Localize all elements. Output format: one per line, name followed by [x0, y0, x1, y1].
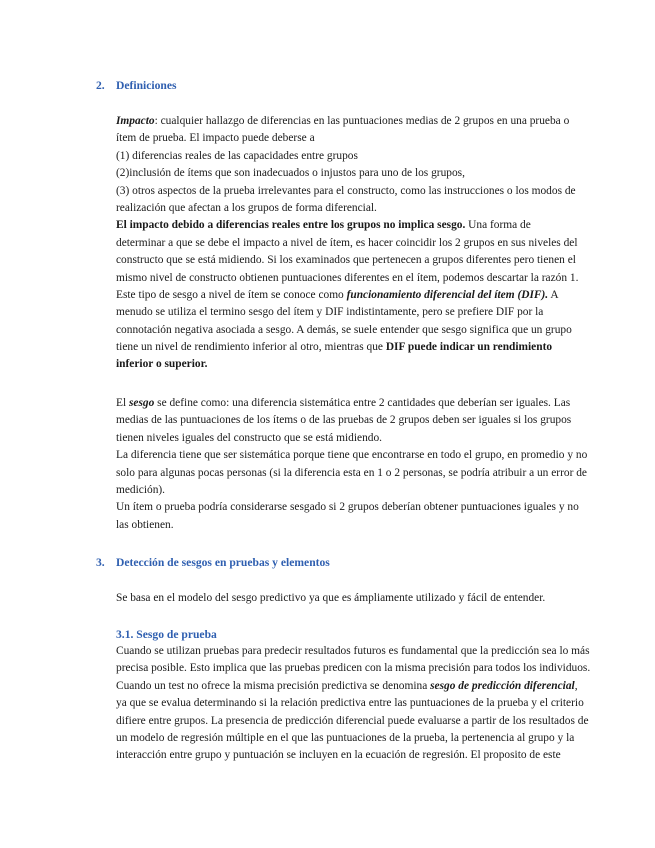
term-sesgo: sesgo [128, 397, 155, 409]
impacto-paragraph [116, 113, 586, 374]
text-line: (1) diferencias reales de las capacidades entre grupos [116, 149, 358, 162]
text-span: tiene un nivel de rendimiento inferior al otro, mientras que [116, 341, 386, 354]
text-line: mismo nivel de constructo obtienen puntuaciones diferentes en el ítem, podemos descartar la razón 1. [116, 271, 579, 284]
text-line: Se basa en el modelo del sesgo predictivo ya que es ámpliamente utilizado y fácil de entender. [116, 592, 546, 604]
sesgo-paragraph [116, 395, 586, 534]
text-line: determinar a que se debe el impacto a nivel de ítem, es hacer coincidir los 2 grupos en sus niveles del [116, 236, 578, 249]
section-3-heading [96, 554, 330, 571]
subsection-3-1-heading: 3.1. Sesgo de prueba [116, 628, 217, 641]
text-line [116, 113, 586, 130]
text-line: (2)inclusión de ítems que son inadecuados o injustos para uno de los grupos, [116, 167, 465, 180]
bold-statement: inferior o superior. [116, 358, 208, 371]
text-line: menudo se utiliza el termino sesgo del ítem y DIF indistintamente, pero se prefiere DIF por la [116, 306, 544, 319]
text-span: , [574, 679, 578, 692]
text-line: realización que afectan a los grupos de forma diferencial. [116, 201, 377, 214]
text-line: connotación negativa asociada a sesgo. A demás, se suele entender que sesgo significa que un grupo [116, 323, 572, 336]
text-line: Cuando se utilizan pruebas para predecir resultados futuros es fundamental que la predicción sea lo más [116, 645, 590, 657]
text-span: se define como: una diferencia sistemática entre 2 cantidades que deberían ser iguales. Las [154, 397, 571, 409]
section-2-title: Definiciones [116, 79, 177, 92]
text-line: Un ítem o prueba podría considerarse sesgado si 2 grupos deberían obtener puntuaciones iguales y no [116, 501, 579, 514]
section-3-number: 3. [96, 556, 105, 569]
text-line: interacción entre grupo y puntuación se incluyen en la ecuación de regresión. El proposito de este [116, 749, 561, 762]
text-span: : cualquier hallazgo de diferencias en las puntuaciones medias de 2 grupos en una prueba o [154, 115, 570, 127]
text-span: Este tipo de sesgo a nivel de ítem se conoce como [116, 288, 347, 301]
section-2-number: 2. [96, 79, 105, 92]
text-span: Cuando un test no ofrece la misma precisión predictiva se denomina [116, 679, 431, 692]
text-span: El [116, 397, 129, 409]
text-line: tienen niveles iguales del constructo que se está midiendo. [116, 431, 383, 444]
text-line: un modelo de regresión múltiple en el que las puntuaciones de la prueba, la pertenencia al grupo y la [116, 731, 575, 744]
text-line: difiere entre grupos. La presencia de predicción diferencial puede evaluarse a partir de los resultados de [116, 714, 589, 727]
bold-statement: DIF puede indicar un rendimiento [385, 341, 553, 354]
text-line: constructo que se está midiendo. Si los examinados que pertenecen a grupos diferentes pero tienen el [116, 254, 576, 267]
text-line: medias de las puntuaciones de los ítems o de las pruebas de 2 grupos deben ser iguales si los grupos [116, 414, 572, 427]
bold-statement: El impacto debido a diferencias reales entre los grupos no implica sesgo. [116, 219, 466, 232]
text-line [116, 356, 586, 373]
section-3-title: Detección de sesgos en pruebas y elementos [116, 556, 330, 569]
text-line [116, 339, 586, 356]
term-dif: funcionamiento diferencial del ítem (DIF). [346, 288, 549, 301]
term-sesgo-prediccion: sesgo de predicción diferencial [430, 679, 575, 692]
text-line [116, 395, 586, 412]
text-line: las obtienen. [116, 518, 174, 531]
term-impacto: Impacto [116, 115, 155, 127]
text-line [116, 678, 586, 695]
section-2-heading [96, 77, 177, 94]
section-3-intro [116, 590, 586, 607]
text-line [116, 217, 586, 234]
text-line: ítem de prueba. El impacto puede deberse a [116, 132, 315, 145]
text-span: Una forma de [465, 219, 531, 232]
sesgo-prueba-paragraph [116, 643, 591, 765]
text-line: solo para algunas pocas personas (si la diferencia esta en 1 o 2 personas, se podría atribuir a un error de [116, 466, 587, 479]
text-line: medición). [116, 483, 166, 496]
text-line: precisa posible. Esto implica que las pruebas predicen con la misma precisión para todos los individuos. [116, 662, 591, 675]
text-line: (3) otros aspectos de la prueba irrelevantes para el constructo, como las instrucciones o los modos de [116, 184, 576, 197]
text-line: ya que se evalua determinando si la relación predictiva entre las puntuaciones de la prueba y el criterio [116, 697, 584, 710]
text-span: A [548, 288, 559, 301]
text-line [116, 287, 586, 304]
text-line: La diferencia tiene que ser sistemática porque tiene que encontrarse en todo el grupo, en promedio y no [116, 449, 588, 462]
